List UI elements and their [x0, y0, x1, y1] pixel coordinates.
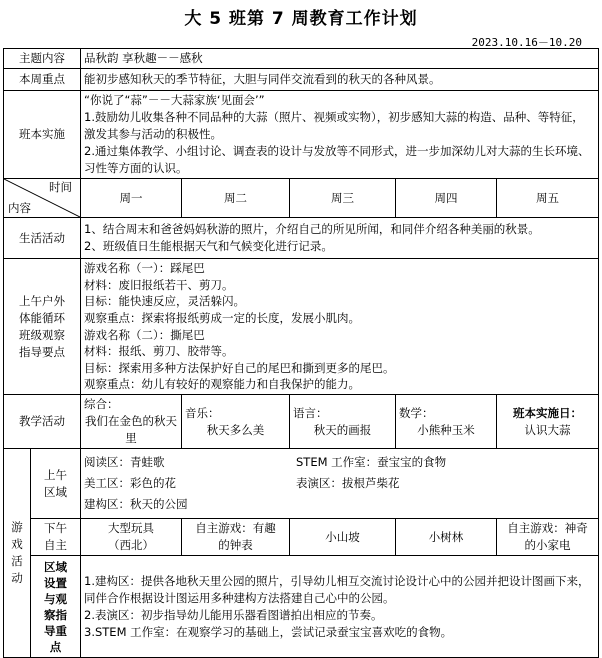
area-item: 美工区：彩色的花	[84, 476, 176, 490]
outdoor-line: 观察重点：幼儿有较好的观察能力和自我保护的能力。	[84, 377, 360, 392]
date-range: 2023.10.16－10.20	[471, 36, 582, 49]
morning-area-row	[4, 449, 599, 519]
afternoon-item-line: 大型玩具	[108, 521, 154, 535]
outdoor-line: 目标：能快速反应，灵活躲闪。	[84, 294, 245, 309]
page-title: 大 5 班第 7 周教育工作计划	[184, 9, 418, 29]
games-label-char: 游	[11, 520, 23, 534]
afternoon-label-line: 自主	[44, 538, 67, 552]
theme-value: 品秋韵 享秋趣－－感秋	[81, 49, 599, 69]
afternoon-item-line: 小树林	[428, 529, 464, 544]
area-item: STEM 工作室：蚕宝宝的食物	[296, 455, 447, 469]
afternoon-tuesday	[182, 519, 290, 556]
afternoon-thursday	[396, 519, 497, 556]
afternoon-item-line: 的钟表	[218, 538, 253, 552]
day-friday: 周五	[497, 179, 599, 218]
area-setup-line: 2.表演区：初步指导幼儿能用乐器看图谱拍出相应的节奏。	[84, 607, 383, 622]
area-item: 阅读区：青蛙歌	[84, 455, 165, 469]
weekly-focus-value: 能初步感知秋天的季节特征，大胆与同伴交流看到的秋天的各种风景。	[81, 69, 599, 91]
life-content	[81, 218, 599, 259]
outdoor-line: 游戏名称（一）：踩尾巴	[84, 261, 205, 276]
theme-label: 主题内容	[4, 49, 81, 69]
area-item: 建构区：秋天的公园	[84, 497, 188, 511]
weekly-focus-label: 本周重点	[4, 69, 81, 91]
day-monday: 周一	[81, 179, 182, 218]
teaching-topic: 秋天的画报	[313, 422, 372, 437]
weekly-focus-row	[4, 69, 599, 91]
teaching-subject: 数学：	[399, 405, 434, 420]
class-practice-line: 2.通过集体教学、小组讨论、调查表的设计与发放等不同形式，进一步加深幼儿对大蒜的生长环境、习性等方面的认识。	[84, 144, 590, 175]
teaching-topic: 里	[125, 431, 137, 445]
teaching-topic: 认识大蒜	[524, 422, 571, 437]
afternoon-item-line: 的小家电	[524, 538, 571, 552]
teaching-subject: 语言：	[293, 405, 328, 420]
afternoon-friday	[497, 519, 599, 556]
afternoon-item-line: 自主游戏：神奇	[507, 521, 588, 535]
morning-area-label	[31, 449, 81, 519]
games-label-char: 活	[11, 554, 23, 568]
teaching-topic: 小熊种玉米	[417, 422, 475, 437]
outdoor-line: 观察重点：探索将报纸剪成一定的长度，发展小肌肉。	[84, 310, 360, 325]
afternoon-item-line: 小山坡	[325, 529, 360, 544]
afternoon-item-line: （西北）	[108, 538, 154, 552]
class-practice-line: 1.鼓励幼儿收集各种不同品种的大蒜（照片、视频或实物），初步感知大蒜的构造、品种、等特征，激发其参与活动的积极性。	[84, 110, 584, 141]
theme-row	[4, 49, 599, 69]
header-content-label: 内容	[8, 201, 31, 215]
day-tuesday: 周二	[182, 179, 290, 218]
games-label-char: 戏	[11, 537, 23, 551]
area-setup-label-line: 点	[49, 639, 62, 654]
teaching-monday	[81, 395, 182, 449]
teaching-topic: 我们在金色的秋天	[85, 414, 177, 428]
afternoon-label	[31, 519, 81, 556]
outdoor-row	[4, 259, 599, 395]
teaching-subject: 班本实施日：	[513, 405, 583, 420]
life-label: 生活活动	[4, 218, 81, 259]
class-practice-label: 班本实施	[4, 91, 81, 179]
teaching-wednesday	[290, 395, 396, 449]
teaching-tuesday	[182, 395, 290, 449]
area-setup-label-line: 设置	[44, 575, 67, 590]
teaching-label: 教学活动	[4, 395, 81, 449]
weekly-plan-table	[3, 48, 599, 658]
day-wednesday: 周三	[290, 179, 396, 218]
header-time-label: 时间	[49, 180, 72, 194]
outdoor-label-line: 体能循环	[19, 310, 65, 325]
area-setup-line: 3.STEM 工作室：在观察学习的基础上，尝试记录蚕宝宝喜欢吃的食物。	[84, 624, 453, 639]
diagonal-header-cell	[4, 179, 81, 218]
teaching-row	[4, 395, 599, 449]
area-setup-label-line: 与观	[44, 591, 67, 606]
area-setup-label	[31, 556, 81, 658]
outdoor-label-line: 指导要点	[19, 344, 65, 359]
day-thursday: 周四	[396, 179, 497, 218]
area-setup-line: 1.建构区：提供各地秋天里公园的照片，引导幼儿相互交流讨论设计心中的公园并把设计图画下来，同伴合作根据设计图运用多种建构方法搭建自己心中的公园。	[84, 573, 590, 605]
area-setup-label-line: 导重	[44, 623, 67, 638]
games-label-char: 动	[11, 571, 23, 585]
outdoor-content	[81, 259, 599, 395]
teaching-friday	[497, 395, 599, 449]
morning-area-label-line: 区域	[44, 484, 67, 499]
teaching-subject: 综合：	[84, 397, 119, 411]
area-setup-label-line: 察指	[44, 607, 67, 622]
outdoor-label-line: 班级观察	[19, 327, 65, 342]
area-setup-content	[81, 556, 599, 658]
teaching-topic: 秋天多么美	[206, 422, 265, 437]
games-label	[4, 449, 31, 658]
area-item: 表演区：拔根芦柴花	[296, 476, 400, 490]
life-line: 1、结合周末和爸爸妈妈秋游的照片，介绍自己的所见所闻，和同伴介绍各种美丽的秋景。	[84, 222, 540, 236]
outdoor-label-line: 上午户外	[19, 293, 65, 308]
outdoor-line: 材料：报纸、剪刀、胶带等。	[84, 344, 234, 359]
header-row	[4, 179, 599, 218]
class-practice-line: “你说了“蒜”－－大蒜家族‘见面会’”	[84, 93, 265, 107]
afternoon-monday	[81, 519, 182, 556]
afternoon-item-line: 自主游戏：有趣	[195, 521, 276, 535]
area-setup-label-line: 区域	[44, 559, 67, 574]
life-line: 2、班级值日生能根据天气和气候变化进行记录。	[84, 239, 333, 253]
outdoor-line: 目标：探索用多种方法保护好自己的尾巴和撕到更多的尾巴。	[84, 360, 395, 375]
outdoor-label	[4, 259, 81, 395]
outdoor-line: 游戏名称（二）：撕尾巴	[84, 327, 205, 342]
class-practice-content	[81, 91, 599, 179]
morning-area-label-line: 上午	[44, 467, 67, 482]
afternoon-row	[4, 519, 599, 556]
afternoon-wednesday	[290, 519, 396, 556]
area-setup-row	[4, 556, 599, 658]
outdoor-line: 材料：废旧报纸若干、剪刀。	[84, 277, 234, 292]
afternoon-label-line: 下午	[44, 521, 67, 535]
teaching-subject: 音乐：	[185, 405, 220, 420]
class-practice-row	[4, 91, 599, 179]
life-row	[4, 218, 599, 259]
teaching-thursday	[396, 395, 497, 449]
morning-area-content	[81, 449, 599, 519]
